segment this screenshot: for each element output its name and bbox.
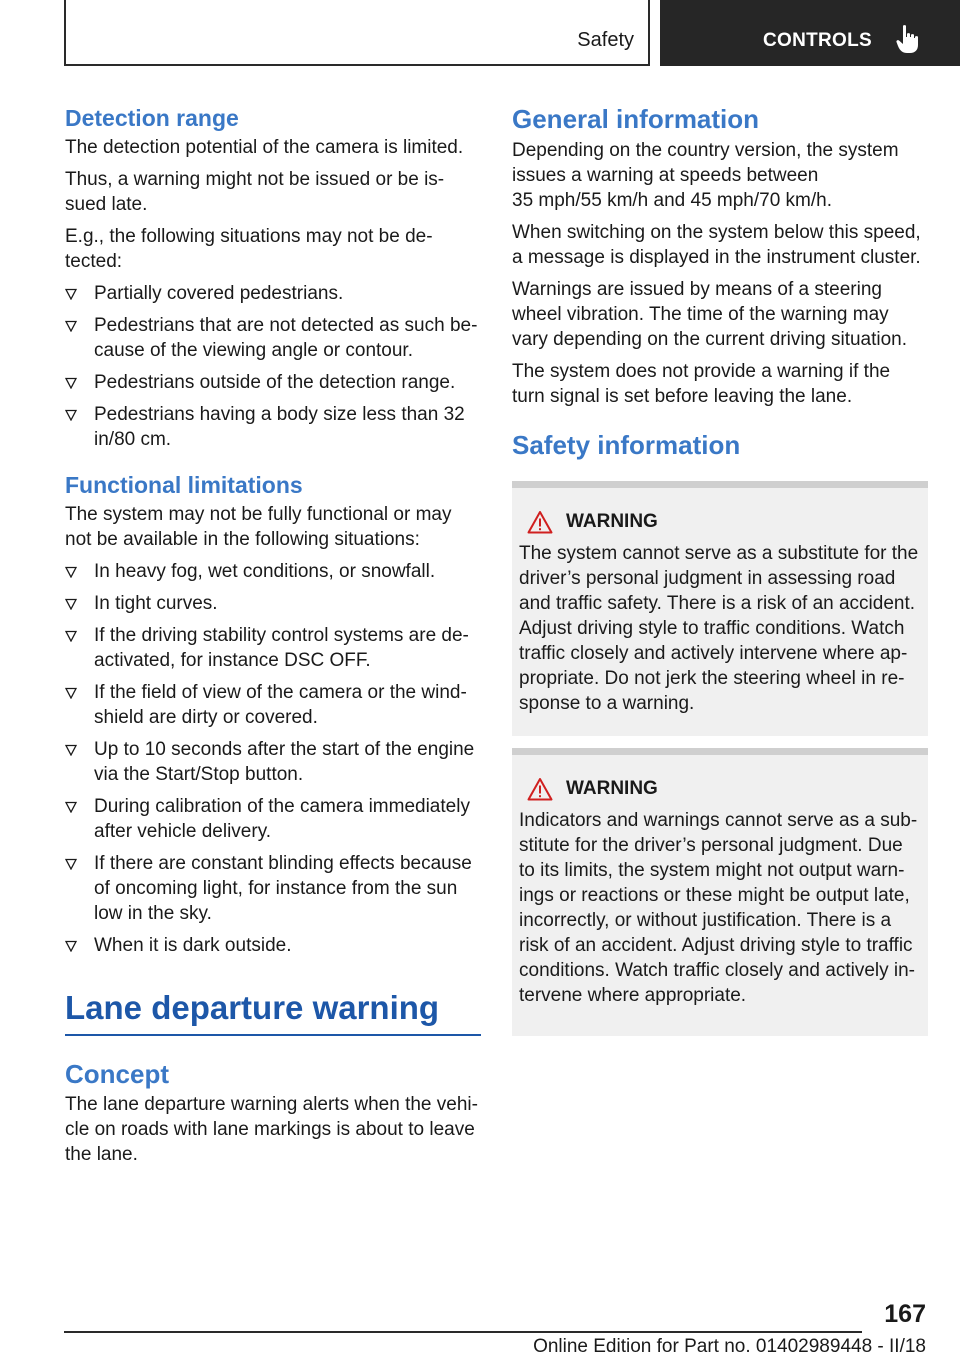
concept-heading: Concept [65, 1059, 169, 1089]
warning-header [519, 777, 922, 801]
list-item-text: Partially covered pedestrians. [94, 283, 344, 304]
right-column [512, 103, 928, 1036]
detection-paragraph-2: Thus, a warning might not be issued or be is‐sued late. [65, 169, 445, 215]
list-item-text: If the driving stability control systems are de‐activated, for instance DSC OFF. [94, 625, 469, 671]
bullet-triangle-icon [65, 630, 77, 642]
general-information-heading: General information [512, 104, 760, 134]
functional-limitations-heading: Functional limitations [65, 472, 303, 498]
list-item [65, 313, 481, 363]
list-item [65, 851, 481, 926]
detection-list [65, 281, 481, 452]
page-number: 167 [884, 1300, 926, 1328]
list-item-text: In tight curves. [94, 593, 218, 614]
detection-paragraph-1: The detection potential of the camera is limited. [65, 137, 464, 158]
hand-pointer-icon [896, 24, 920, 54]
general-paragraph-4: The system does not provide a warning if the turn signal is set before leaving the lane. [512, 361, 891, 407]
list-item [65, 559, 481, 584]
left-column [65, 103, 481, 1167]
warning-box-2 [512, 748, 928, 1036]
warning-text: Indicators and warnings cannot serve as a sub‐stitute for the driver’s personal judgment. Due to its limits, the system might not output warn‐ings or reactions or these might be output late, incorrectly, or without justification. There is a risk of an accident. Adjust driving style to traffic conditions. Watch traffic closely and actively in‐tervene where appropriate. [519, 810, 918, 1006]
list-item-text: In heavy fog, wet conditions, or snowfall. [94, 561, 436, 582]
list-item [65, 281, 481, 306]
bullet-triangle-icon [65, 687, 77, 699]
bullet-triangle-icon [65, 288, 77, 300]
list-item [65, 623, 481, 673]
list-item-text: Pedestrians that are not detected as such be‐cause of the viewing angle or contour. [94, 315, 478, 361]
general-paragraph-1 [512, 138, 928, 213]
list-item-text: Pedestrians having a body size less than 32 in/80 cm. [94, 404, 465, 450]
header-chapter-title: CONTROLS [763, 30, 873, 51]
list-item [65, 737, 481, 787]
detection-paragraph-3: E.g., the following situations may not be de‐tected: [65, 226, 433, 272]
warning-text: The system cannot serve as a substitute for the driver’s personal judgment in assessing road and traffic safety. There is a risk of an accident. Adjust driving style to traffic conditions. Watch traffic closely and actively intervene where ap‐propriate. Do not jerk the steering wheel in re‐sponse to a warning. [519, 543, 919, 714]
warning-title: WARNING [566, 778, 658, 799]
warning-header [519, 510, 922, 534]
header-section-title: Safety [577, 29, 634, 51]
functional-list [65, 559, 481, 958]
list-item [65, 370, 481, 395]
list-item-text: When it is dark outside. [94, 935, 292, 956]
bullet-triangle-icon [65, 940, 77, 952]
general-paragraph-3: Warnings are issued by means of a steering wheel vibration. The time of the warning may vary depending on the current driving situation. [512, 279, 908, 350]
concept-paragraph-1: The lane departure warning alerts when the vehi‐cle on roads with lane markings is about to leave the lane. [65, 1094, 478, 1165]
footer-edition-text: Online Edition for Part no. 01402989448 - II/18 [533, 1336, 926, 1357]
warning-triangle-icon [527, 777, 553, 801]
bullet-triangle-icon [65, 566, 77, 578]
list-item [65, 591, 481, 616]
list-item [65, 680, 481, 730]
bullet-triangle-icon [65, 377, 77, 389]
bullet-triangle-icon [65, 801, 77, 813]
list-item [65, 402, 481, 452]
list-item [65, 933, 481, 958]
list-item [65, 794, 481, 844]
bullet-triangle-icon [65, 598, 77, 610]
header-chapter-tab [660, 0, 960, 66]
list-item-text: Pedestrians outside of the detection range. [94, 372, 456, 393]
warning-triangle-icon [527, 510, 553, 534]
lane-departure-heading: Lane departure warning [65, 989, 440, 1026]
lane-departure-title-block [65, 988, 481, 1036]
detection-range-heading: Detection range [65, 105, 239, 131]
list-item-text: During calibration of the camera immediately after vehicle delivery. [94, 796, 470, 842]
bullet-triangle-icon [65, 744, 77, 756]
bullet-triangle-icon [65, 320, 77, 332]
list-item-text: If there are constant blinding effects because of oncoming light, for instance from the sun low in the sky. [94, 853, 472, 924]
warning-title: WARNING [566, 511, 658, 532]
safety-information-heading: Safety information [512, 430, 741, 460]
list-item-text: Up to 10 seconds after the start of the engine via the Start/Stop button. [94, 739, 475, 785]
functional-paragraph-1: The system may not be fully functional or may not be available in the following situations: [65, 504, 452, 550]
bullet-triangle-icon [65, 858, 77, 870]
general-paragraph-2: When switching on the system below this speed, a message is displayed in the instrument cluster. [512, 222, 921, 268]
warning-box-1 [512, 481, 928, 736]
list-item-text: If the field of view of the camera or the wind‐shield are dirty or covered. [94, 682, 467, 728]
general-paragraph-1-text: Depending on the country version, the system issues a warning at speeds between [512, 140, 899, 186]
general-paragraph-1-speeds: 35 mph/55 km/h and 45 mph/70 km/h. [512, 190, 833, 211]
header-section-box [64, 0, 650, 66]
footer-divider [64, 1331, 862, 1333]
bullet-triangle-icon [65, 409, 77, 421]
